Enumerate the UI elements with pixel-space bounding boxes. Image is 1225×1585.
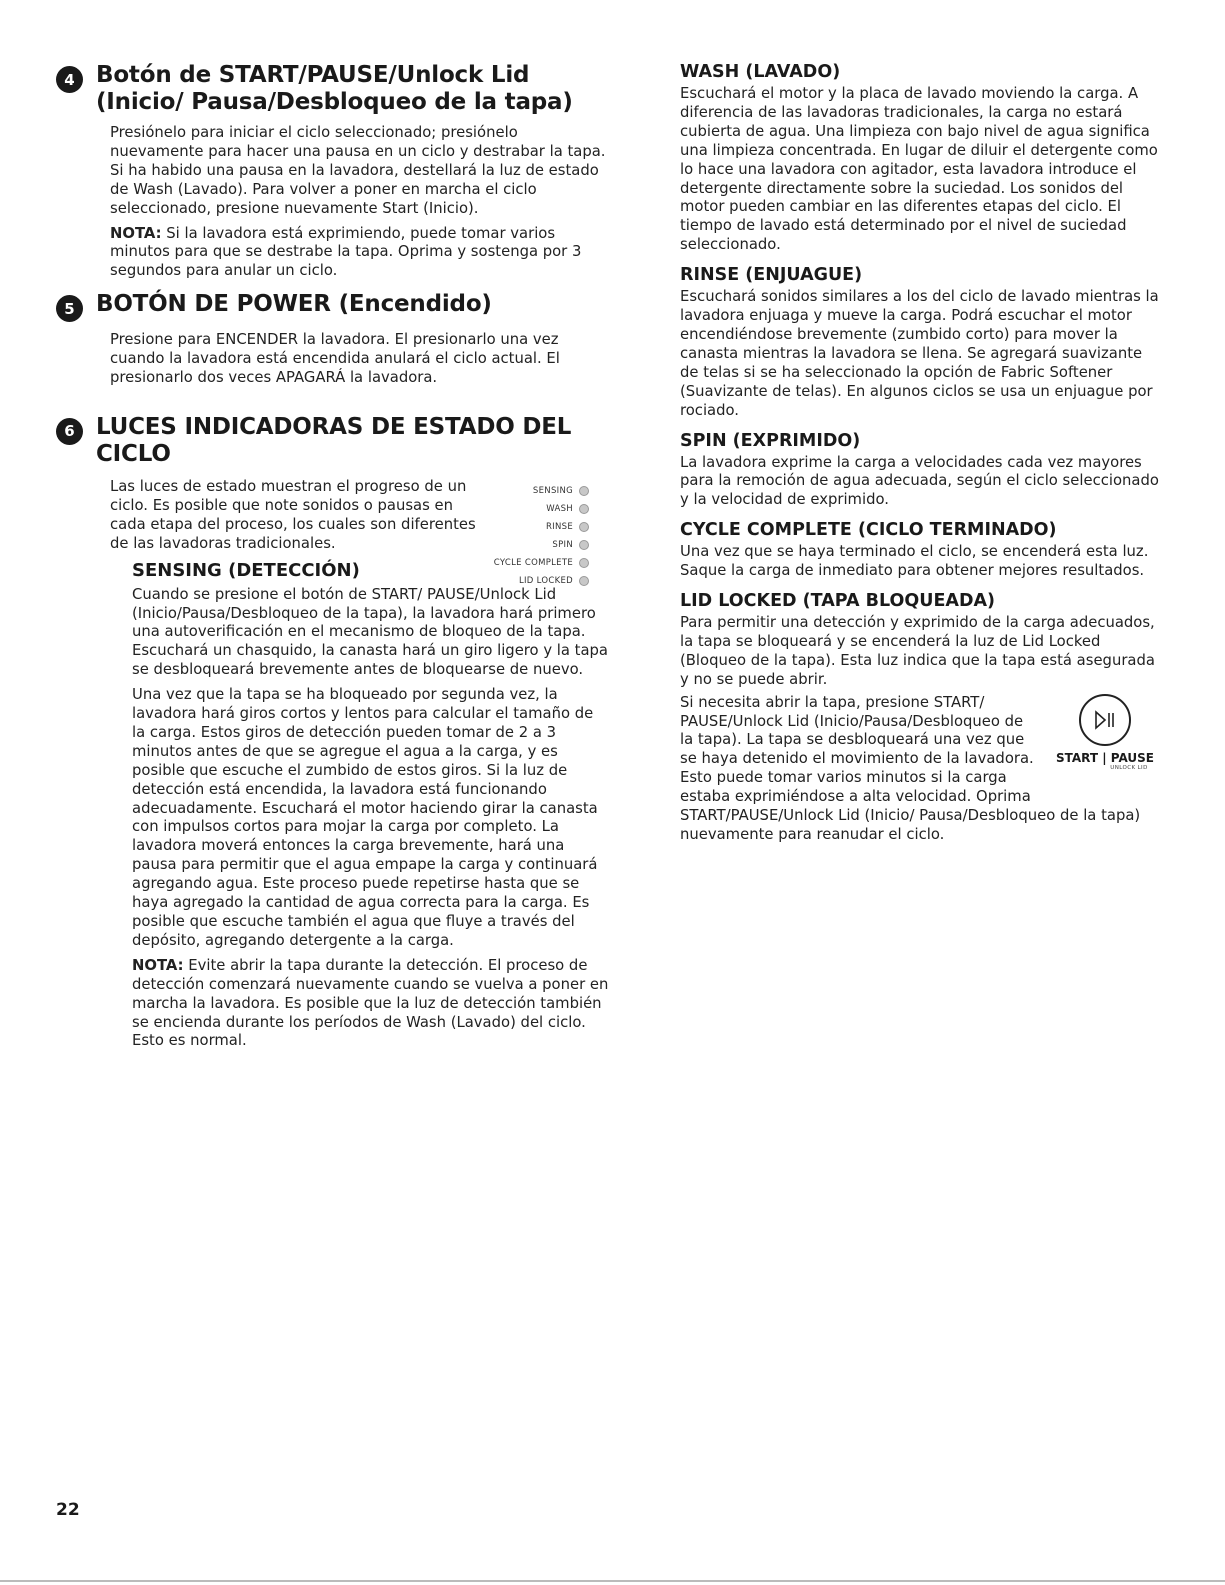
rinse-section xyxy=(680,265,1160,420)
note-paragraph xyxy=(132,957,611,1052)
wash-section xyxy=(680,62,1160,255)
light-cycle-complete xyxy=(494,554,589,572)
paragraph: Escuchará el motor y la placa de lavado moviendo la carga. A diferencia de las lavadoras tradicionales, la carga no estará cubierta de agua. Una limpieza con bajo nivel de agua significa una limpieza concentrada. En lugar de diluir el detergente como lo hace una lavadora con agitador, esta lavadora introduce el detergente directamente sobre la suciedad. Los sonidos del motor pueden cambiar en las diferentes etapas del ciclo. El tiempo de lavado está determinado por el nivel de suciedad seleccionado. xyxy=(680,85,1158,254)
light-label: CYCLE COMPLETE xyxy=(493,557,573,568)
note-text: Evite abrir la tapa durante la detección. El proceso de detección comenzará nuevamente cuando se vuelva a poner en marcha la lavadora. Es posible que la luz de detección también se encienda durante los períodos de Wash (Lavado) del ciclo. Esto es normal. xyxy=(132,956,609,1050)
light-sensing xyxy=(494,482,589,500)
status-lights-panel xyxy=(494,482,589,590)
section-title: LUCES INDICADORAS DE ESTADO DEL CICLO xyxy=(96,413,572,467)
indicator-light-icon xyxy=(579,558,589,568)
light-label: SPIN xyxy=(552,539,573,550)
light-label: SENSING xyxy=(532,485,573,496)
note-paragraph xyxy=(110,225,611,282)
indicator-light-icon xyxy=(579,504,589,514)
page-number: 22 xyxy=(56,1500,80,1520)
number-badge: 6 xyxy=(56,418,83,445)
light-lid-locked xyxy=(494,572,589,590)
section-status-lights xyxy=(56,414,611,1051)
subsection-title: SENSING (DETECCIÓN) xyxy=(132,559,360,581)
right-column xyxy=(680,62,1160,855)
section-title: BOTÓN DE POWER (Encendido) xyxy=(96,291,492,318)
paragraph: Una vez que la tapa se ha bloqueado por segunda vez, la lavadora hará giros cortos y lentos para calcular el tamaño de la carga. Estos giros de detección pueden tomar de 2 a 3 minutos antes de que se agregue el agua a la carga, y es posible que escuche el zumbido de estos giros. Si la luz de detección está encendida, la lavadora está funcionando adecuadamente. Escuchará el motor haciendo girar la canasta con impulsos cortos para mojar la carga por completo. La lavadora moverá entonces la carga brevemente, hará una pausa para permitir que el agua empape la carga y continuará agregando agua. Este proceso puede repetirse hasta que se haya agregado la cantidad de agua correcta para la carga. Es posible que escuche también el agua que fluye a través del depósito, agregando detergente a la carga. xyxy=(132,686,598,949)
left-column xyxy=(56,62,611,1063)
number-badge: 4 xyxy=(56,66,83,93)
section-power xyxy=(56,291,611,388)
paragraph: Cuando se presione el botón de START/ PAUSE/Unlock Lid (Inicio/Pausa/Desbloqueo de la tapa), la lavadora hará primero una autoverificación en el mecanismo de bloqueo de la tapa. Escuchará un chasquido, la canasta hará un giro ligero y la tapa se desbloqueará brevemente antes de bloquearse de nuevo. xyxy=(132,585,608,679)
section-body xyxy=(110,124,611,281)
paragraph: Presione para ENCENDER la lavadora. El presionarlo una vez cuando la lavadora está encendida anulará el ciclo actual. El presionarlo dos veces APAGARÁ la lavadora. xyxy=(110,331,560,387)
light-rinse xyxy=(494,518,589,536)
lid-locked-section xyxy=(680,591,1160,845)
paragraph: Si necesita abrir la tapa, presione START/ PAUSE/Unlock Lid (Inicio/Pausa/Desbloqueo de la tapa). La tapa se desbloqueará una vez que se haya detenido el movimiento de la lavadora. Esto puede tomar varios minutos si la carga estaba exprimiéndose a alta velocidad. Oprima START/PAUSE/Unlock Lid (Inicio/ Pausa/Desbloqueo de la tapa) nuevamente para reanudar el ciclo. xyxy=(680,693,1141,843)
subsection-title: CYCLE COMPLETE (CICLO TERMINADO) xyxy=(680,520,1057,541)
button-label: START | PAUSE xyxy=(1055,750,1154,765)
paragraph: La lavadora exprime la carga a velocidades cada vez mayores para la remoción de agua adecuada, según el ciclo seleccionado y la velocidad de exprimido. xyxy=(680,453,1159,509)
section-heading xyxy=(56,62,611,116)
indicator-light-icon xyxy=(579,522,589,532)
note-label: NOTA: xyxy=(132,956,184,974)
indicator-light-icon xyxy=(579,486,589,496)
section-body xyxy=(110,478,611,1051)
note-text: Si la lavadora está exprimiendo, puede tomar varios minutos para que se destrabe la tapa. Oprima y sostenga por 3 segundos para anular un ciclo. xyxy=(110,224,582,280)
paragraph: Escuchará sonidos similares a los del ciclo de lavado mientras la lavadora enjuaga y mueve la carga. Podrá escuchar el motor encendiéndose brevemente (zumbido corto) para mover la canasta mientras la lavadora se llena. Se agregará suavizante de telas si se ha seleccionado la opción de Fabric Softener (Suavizante de telas). En algunos ciclos se usa un enjuague por rociado. xyxy=(680,288,1159,419)
light-label: RINSE xyxy=(545,521,573,532)
cycle-complete-section xyxy=(680,520,1160,581)
button-sublabel: UNLOCK LID xyxy=(1110,764,1148,771)
play-pause-icon xyxy=(1079,694,1131,746)
light-label: WASH xyxy=(546,503,573,514)
light-spin xyxy=(494,536,589,554)
light-wash xyxy=(494,500,589,518)
subsection-title: LID LOCKED (TAPA BLOQUEADA) xyxy=(680,591,996,612)
subsection-title: RINSE (ENJUAGUE) xyxy=(680,265,863,286)
page-bottom-rule xyxy=(0,1580,1225,1582)
paragraph: Para permitir una detección y exprimido de la carga adecuados, la tapa se bloqueará y se encenderá la luz de Lid Locked (Bloqueo de la tapa). Esta luz indica que la tapa está asegurada y no se puede abrir. xyxy=(680,614,1155,688)
sensing-subsection xyxy=(132,560,611,1052)
intro-paragraph: Las luces de estado muestran el progreso de un ciclo. Es posible que note sonidos o pausas en cada etapa del proceso, los cuales son diferentes de las lavadoras tradicionales. xyxy=(110,477,476,552)
light-label: LID LOCKED xyxy=(518,575,573,586)
section-title: Botón de START/PAUSE/Unlock Lid (Inicio/ Pausa/Desbloqueo de la tapa) xyxy=(96,62,573,115)
section-heading xyxy=(56,291,611,322)
spin-section xyxy=(680,431,1160,511)
subsection-title: SPIN (EXPRIMIDO) xyxy=(680,430,861,451)
paragraph: Presiónelo para iniciar el ciclo seleccionado; presiónelo nuevamente para hacer una pausa en un ciclo y destrabar la tapa. Si ha habido una pausa en la lavadora, destellará la luz de estado de Wash (Lavado). Para volver a poner en marcha el ciclo seleccionado, presione nuevamente Start (Inicio). xyxy=(110,124,606,217)
section-start-pause xyxy=(56,62,611,281)
indicator-light-icon xyxy=(579,576,589,586)
section-heading xyxy=(56,414,611,468)
subsection-title: WASH (LAVADO) xyxy=(680,62,841,82)
number-badge: 5 xyxy=(56,295,83,322)
section-body xyxy=(110,331,611,388)
start-pause-button-illustration xyxy=(1050,694,1160,771)
note-label: NOTA: xyxy=(110,224,162,242)
paragraph: Una vez que se haya terminado el ciclo, se encenderá esta luz. Saque la carga de inmediato para obtener mejores resultados. xyxy=(680,543,1149,580)
indicator-light-icon xyxy=(579,540,589,550)
